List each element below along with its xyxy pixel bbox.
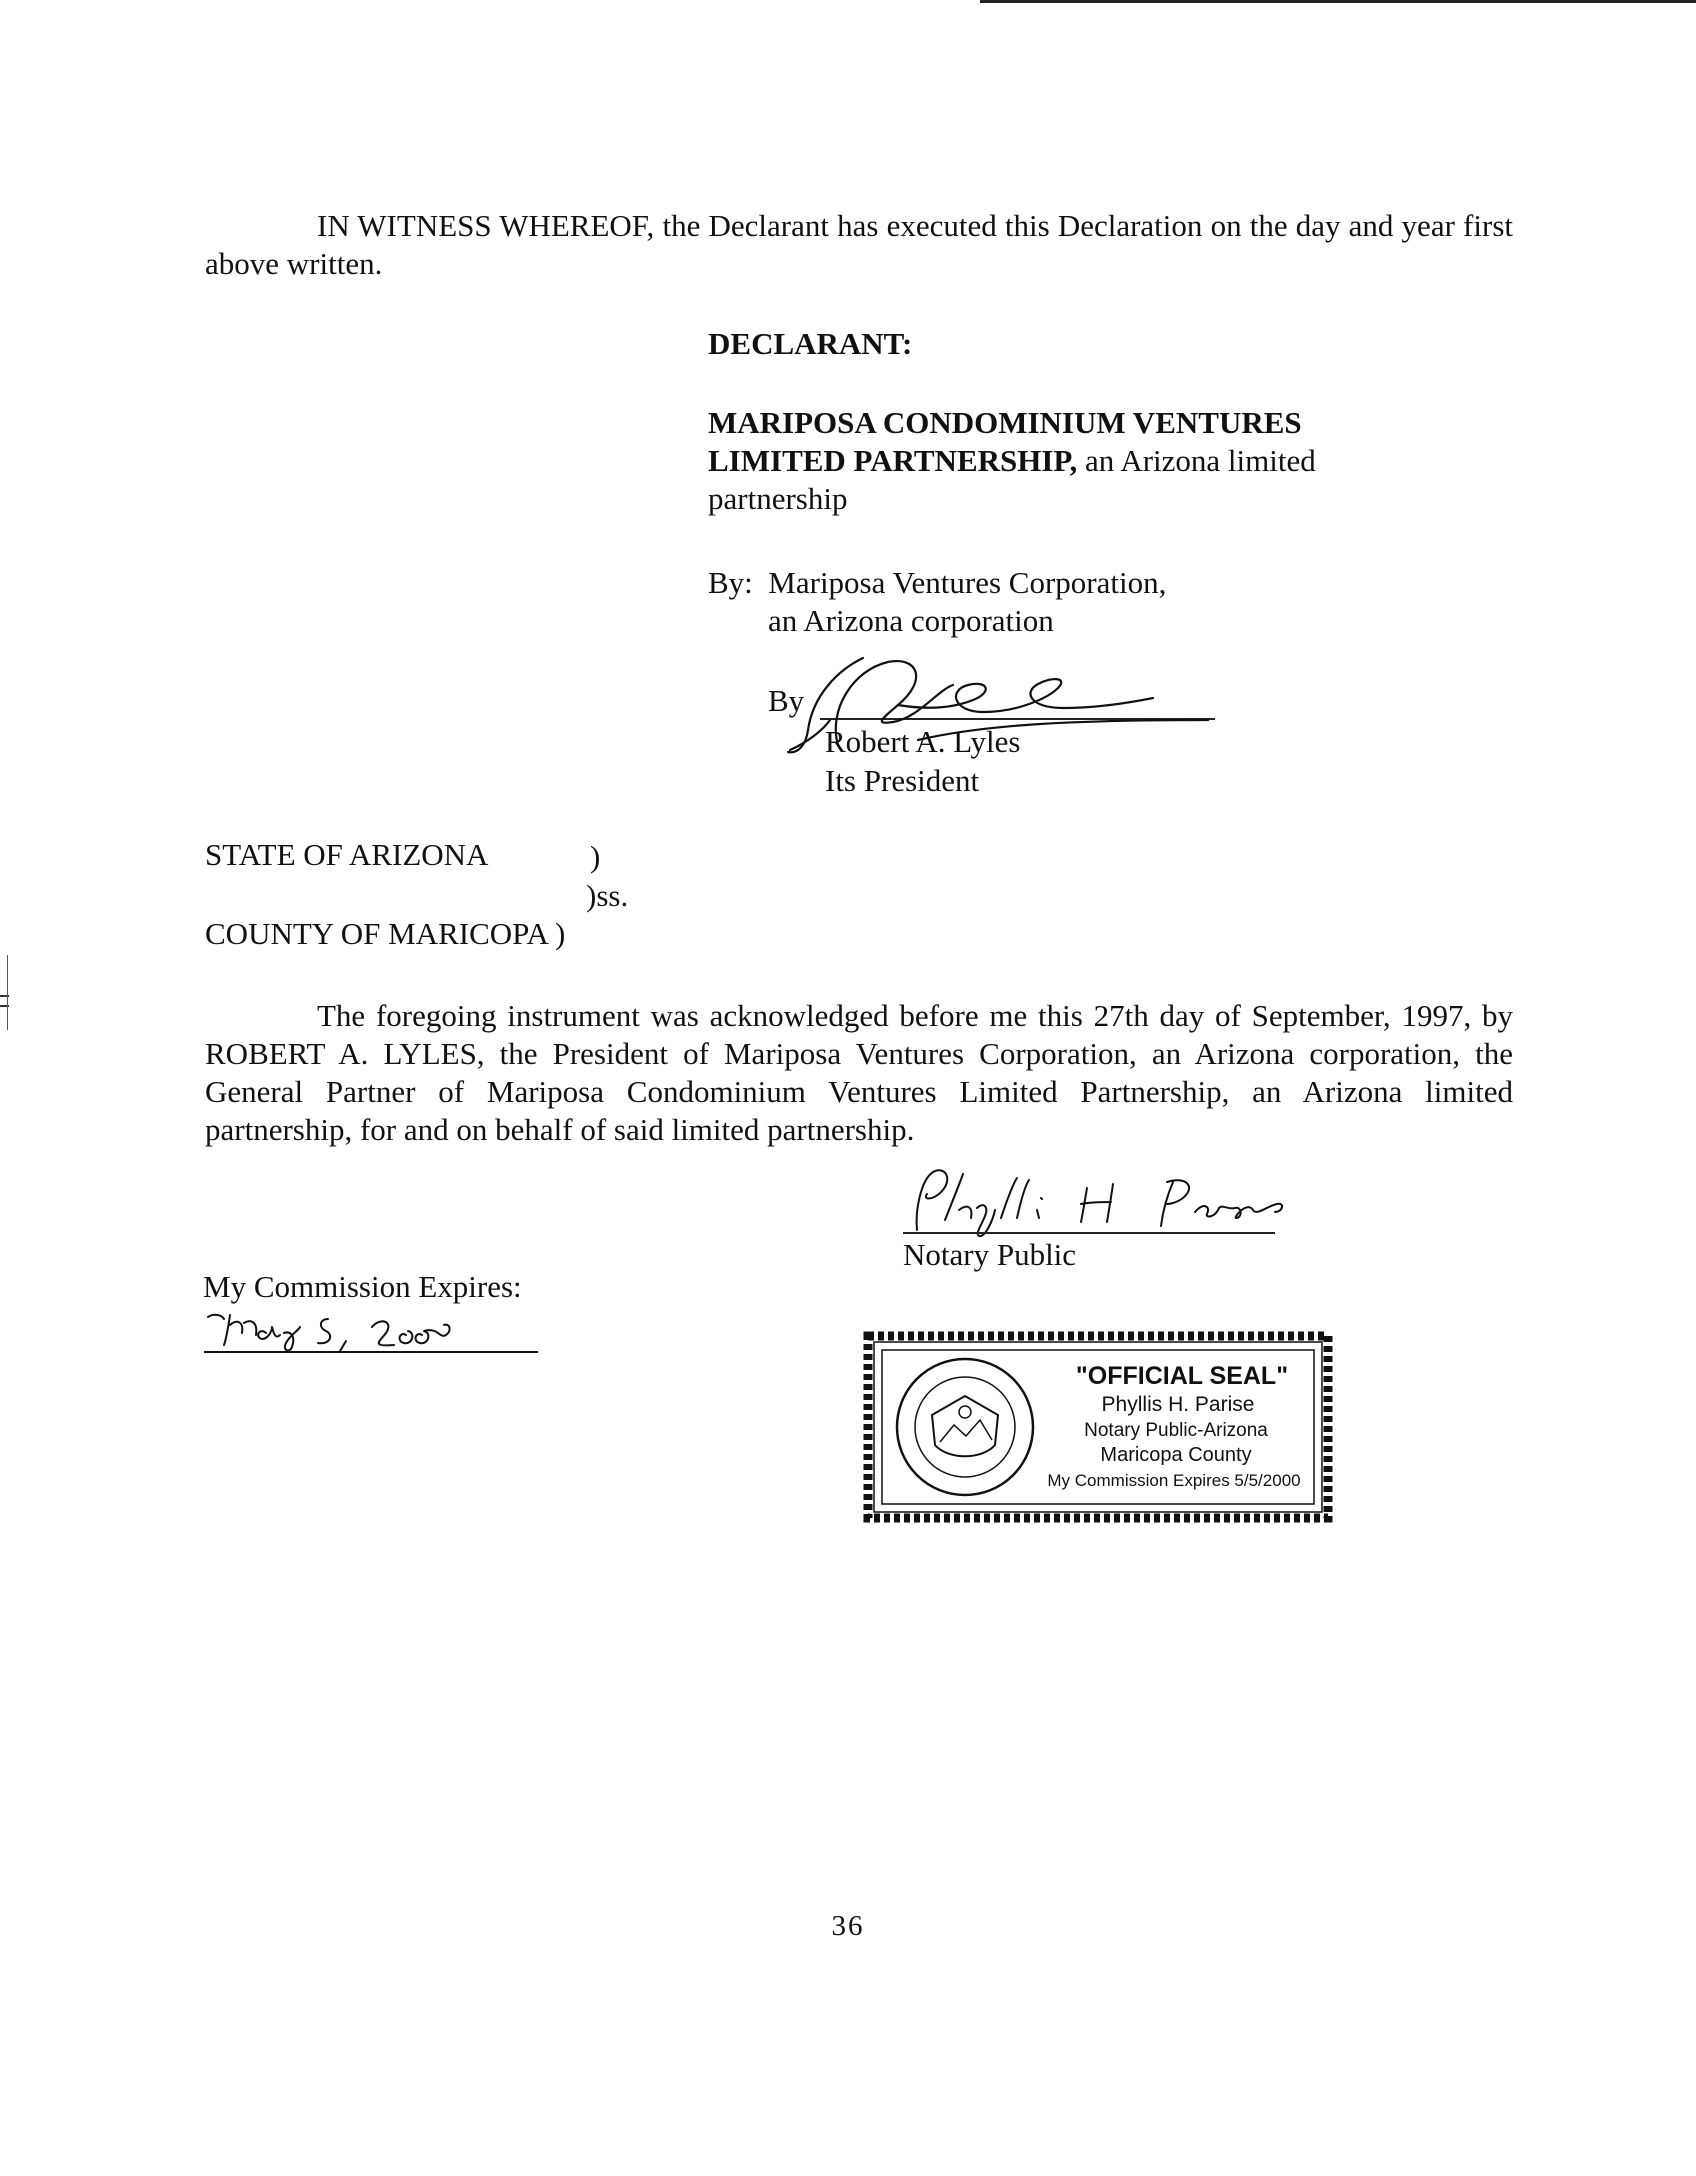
commission-date-handwritten [200, 1305, 540, 1355]
lyles-handwritten-signature [778, 650, 1218, 760]
venue-county: COUNTY OF MARICOPA ) [205, 916, 566, 951]
signature-by-label: By [768, 683, 805, 718]
venue-state: STATE OF ARIZONA [205, 837, 489, 872]
notary-handwritten-signature [905, 1160, 1325, 1240]
official-notary-seal-stamp [862, 1330, 1334, 1524]
by-company: Mariposa Ventures Corporation, [768, 565, 1167, 600]
signer-name: Robert A. Lyles [825, 724, 1021, 759]
seal-county: Maricopa County [1100, 1444, 1252, 1466]
by-label: By: [708, 565, 753, 600]
scan-top-edge [980, 0, 1696, 3]
entity-name: MARIPOSA CONDOMINIUM VENTURES LIMITED PARTNERSHIP, [708, 405, 1302, 478]
notary-public-label: Notary Public [903, 1237, 1077, 1272]
entity-description: an Arizona limited partnership [708, 443, 1316, 516]
corporation-description: an Arizona corporation [768, 603, 1054, 638]
venue-paren: ) [590, 839, 601, 874]
state-seal-emblem [897, 1359, 1033, 1495]
seal-role: Notary Public-Arizona [1084, 1420, 1268, 1441]
by-line [708, 564, 1166, 602]
commission-expires-label: My Commission Expires: [203, 1269, 522, 1304]
acknowledgment-paragraph: The foregoing instrument was acknowledged before me this 27th day of September, 1997, by ROBERT A. LYLES, the President of Mariposa Ventures Corporation, an Arizona corporation, the General Partner of Mariposa Condominium Ventures Limited Partnership, an Arizona limited partnership, for and on behalf of said limited partnership. [205, 998, 1513, 1147]
seal-name: Phyllis H. Parise [1101, 1393, 1255, 1416]
page-number: 36 [831, 1910, 865, 1942]
declarant-entity [708, 404, 1428, 518]
seal-title: "OFFICIAL SEAL" [1075, 1362, 1289, 1390]
witness-paragraph: IN WITNESS WHEREOF, the Declarant has executed this Declaration on the day and year first above written. [205, 208, 1513, 281]
seal-expires: My Commission Expires 5/5/2000 [1047, 1471, 1301, 1490]
margin-line [7, 955, 8, 1030]
declarant-heading: DECLARANT: [708, 326, 913, 361]
signer-title: Its President [825, 763, 980, 798]
venue-ss: )ss. [586, 878, 629, 913]
notary-signature-line [903, 1232, 1275, 1234]
